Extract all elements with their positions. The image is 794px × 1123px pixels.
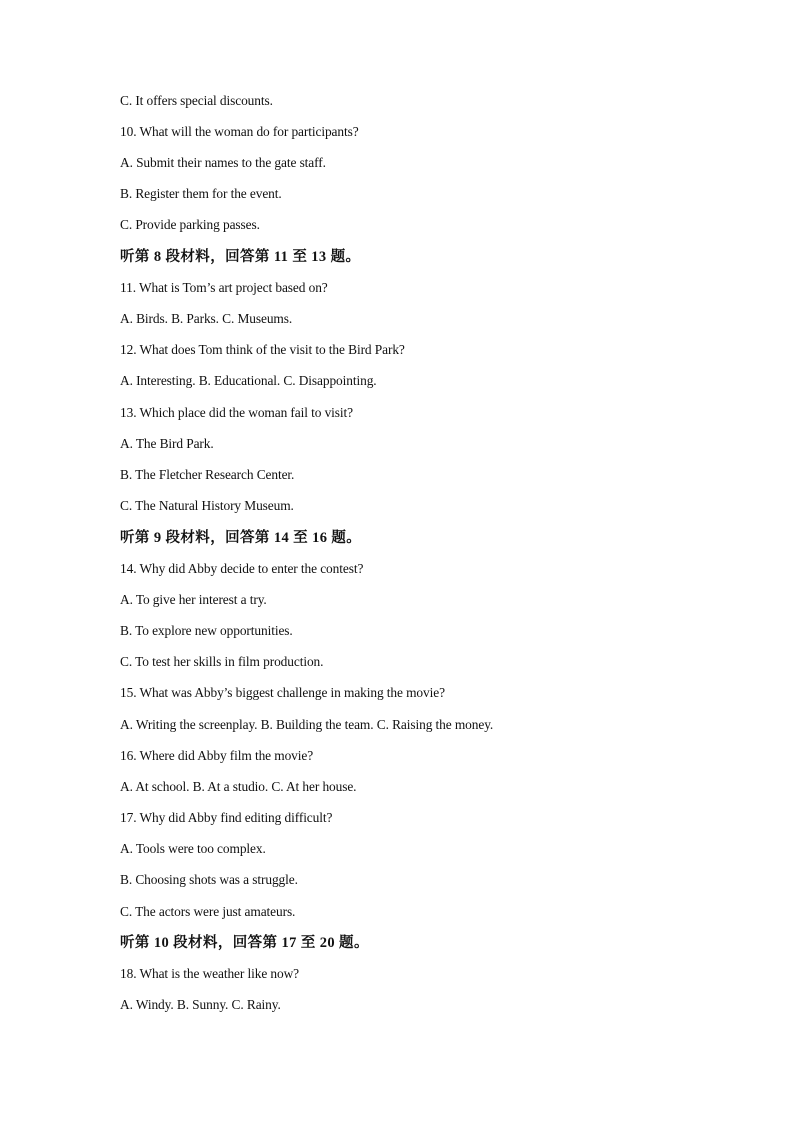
answer-options: A. Birds. B. Parks. C. Museums. [120, 311, 293, 326]
answer-option: B. The Fletcher Research Center. [120, 467, 295, 482]
section-heading-9: 听第 9 段材料，回答第 14 至 16 题。 [120, 530, 362, 546]
answer-options: A. At school. B. At a studio. C. At her house. [120, 779, 357, 794]
answer-option: A. Tools were too complex. [120, 841, 266, 856]
answer-option: B. Register them for the event. [120, 186, 282, 201]
section-heading-10: 听第 10 段材料，回答第 17 至 20 题。 [120, 935, 369, 951]
answer-options: A. Windy. B. Sunny. C. Rainy. [120, 997, 281, 1012]
question-17: 17. Why did Abby find editing difficult? [120, 810, 333, 825]
answer-option: C. To test her skills in film production. [120, 654, 324, 669]
answer-options: A. Writing the screenplay. B. Building the team. C. Raising the money. [120, 717, 494, 732]
question-13: 13. Which place did the woman fail to visit? [120, 405, 353, 420]
answer-options: A. Interesting. B. Educational. C. Disappointing. [120, 373, 377, 388]
answer-option: C. Provide parking passes. [120, 217, 260, 232]
answer-option: A. To give her interest a try. [120, 592, 267, 607]
answer-option: A. The Bird Park. [120, 436, 214, 451]
answer-option: B. Choosing shots was a struggle. [120, 872, 298, 887]
question-16: 16. Where did Abby film the movie? [120, 748, 314, 763]
question-14: 14. Why did Abby decide to enter the contest? [120, 561, 364, 576]
answer-option: B. To explore new opportunities. [120, 623, 293, 638]
question-12: 12. What does Tom think of the visit to the Bird Park? [120, 342, 405, 357]
answer-option: C. The Natural History Museum. [120, 498, 294, 513]
question-18: 18. What is the weather like now? [120, 966, 300, 981]
section-heading-8: 听第 8 段材料，回答第 11 至 13 题。 [120, 249, 361, 265]
answer-option: C. The actors were just amateurs. [120, 904, 296, 919]
answer-option: C. It offers special discounts. [120, 93, 273, 108]
answer-option: A. Submit their names to the gate staff. [120, 155, 326, 170]
question-10: 10. What will the woman do for participants? [120, 124, 359, 139]
question-15: 15. What was Abby’s biggest challenge in making the movie? [120, 685, 445, 700]
question-11: 11. What is Tom’s art project based on? [120, 280, 328, 295]
